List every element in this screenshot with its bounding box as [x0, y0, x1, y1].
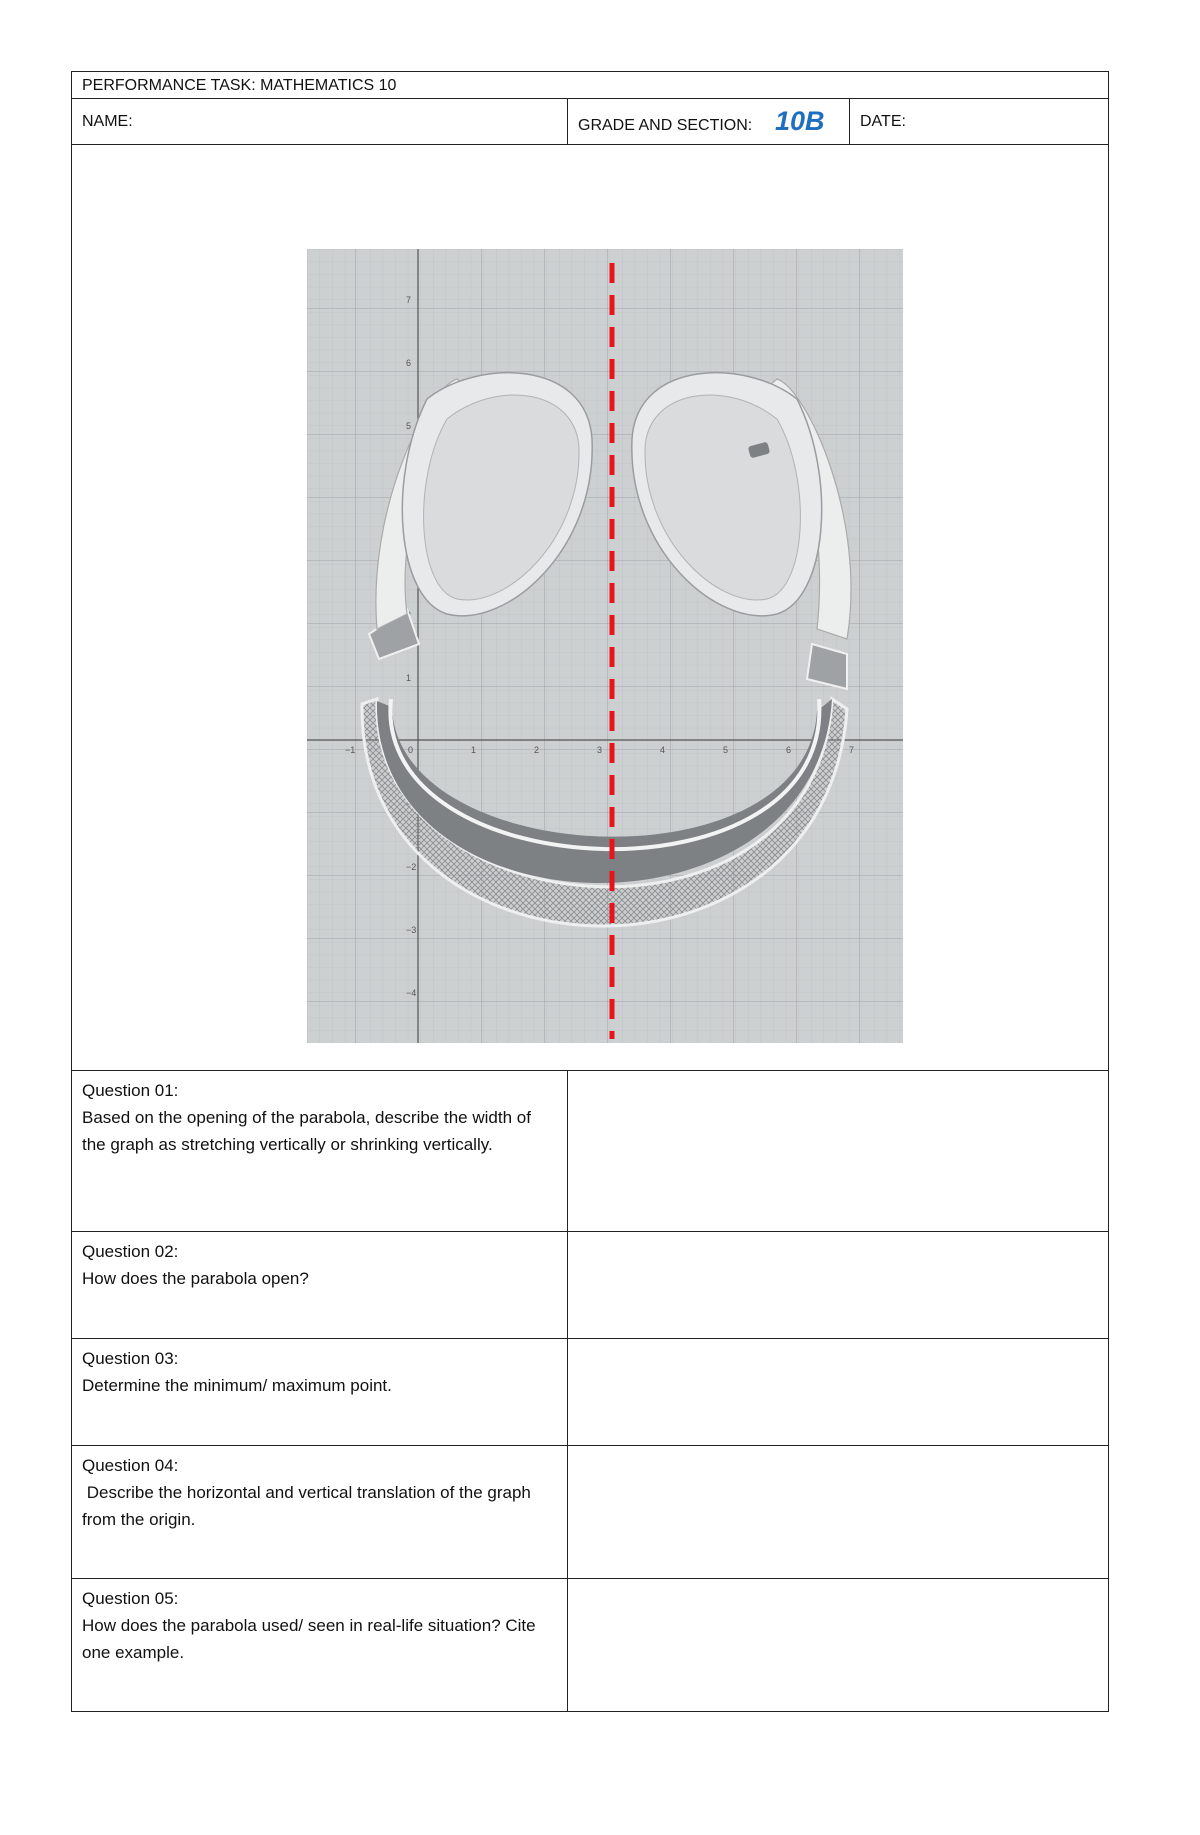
header-row: [72, 99, 1108, 145]
question-row: [72, 1579, 1108, 1711]
date-cell[interactable]: [850, 99, 1108, 144]
question-cell: [72, 1071, 568, 1231]
question-text: Describe the horizontal and vertical translation of the graph from the origin.: [82, 1483, 536, 1529]
question-text: How does the parabola used/ seen in real-life situation? Cite one example.: [82, 1616, 536, 1662]
x-tick-label: 2: [534, 745, 540, 755]
question-title: Question 04:: [82, 1456, 179, 1475]
grade-section-value: 10B: [775, 106, 825, 136]
worksheet: [71, 71, 1109, 1712]
question-cell: [72, 1232, 568, 1338]
y-tick-label: 7: [406, 295, 412, 305]
y-tick-label: 6: [406, 358, 412, 368]
question-row: [72, 1446, 1108, 1579]
question-row: [72, 1071, 1108, 1232]
image-row: [72, 145, 1108, 1071]
question-cell: [72, 1579, 568, 1711]
answer-cell[interactable]: [568, 1446, 1108, 1578]
question-row: [72, 1232, 1108, 1339]
question-text: Determine the minimum/ maximum point.: [82, 1376, 392, 1395]
grade-section-cell[interactable]: [568, 99, 850, 144]
y-tick-label: 1: [406, 673, 412, 683]
question-title: Question 03:: [82, 1349, 179, 1368]
x-tick-label: 4: [660, 745, 666, 755]
answer-cell[interactable]: [568, 1339, 1108, 1445]
name-cell[interactable]: [72, 99, 568, 144]
answer-cell[interactable]: [568, 1232, 1108, 1338]
question-cell: [72, 1339, 568, 1445]
answer-cell[interactable]: [568, 1071, 1108, 1231]
x-tick-label: 3: [597, 745, 603, 755]
question-row: [72, 1339, 1108, 1446]
question-cell: [72, 1446, 568, 1578]
question-title: Question 01:: [82, 1081, 179, 1100]
x-tick-label: 0: [408, 745, 414, 755]
y-tick-label: −3: [406, 925, 417, 935]
x-tick-label: 5: [723, 745, 729, 755]
question-title: Question 05:: [82, 1589, 179, 1608]
question-title: Question 02:: [82, 1242, 179, 1261]
x-tick-label: 7: [849, 745, 855, 755]
x-tick-label: −1: [345, 745, 356, 755]
name-label: NAME:: [82, 113, 133, 130]
date-label: DATE:: [860, 113, 906, 130]
x-tick-label: 6: [786, 745, 792, 755]
worksheet-title: PERFORMANCE TASK: MATHEMATICS 10: [82, 77, 397, 94]
question-text: Based on the opening of the parabola, describe the width of the graph as stretching vertically or shrinking vertically.: [82, 1108, 531, 1154]
y-tick-label: −4: [406, 988, 417, 998]
y-tick-label: 5: [406, 421, 412, 431]
question-text: How does the parabola open?: [82, 1269, 309, 1288]
y-tick-label: −2: [406, 862, 417, 872]
answer-cell[interactable]: [568, 1579, 1108, 1711]
title-row: [72, 72, 1108, 99]
x-tick-label: 1: [471, 745, 477, 755]
headphone-graph-photo: [307, 249, 903, 1043]
grade-section-label: GRADE AND SECTION:: [578, 117, 753, 134]
